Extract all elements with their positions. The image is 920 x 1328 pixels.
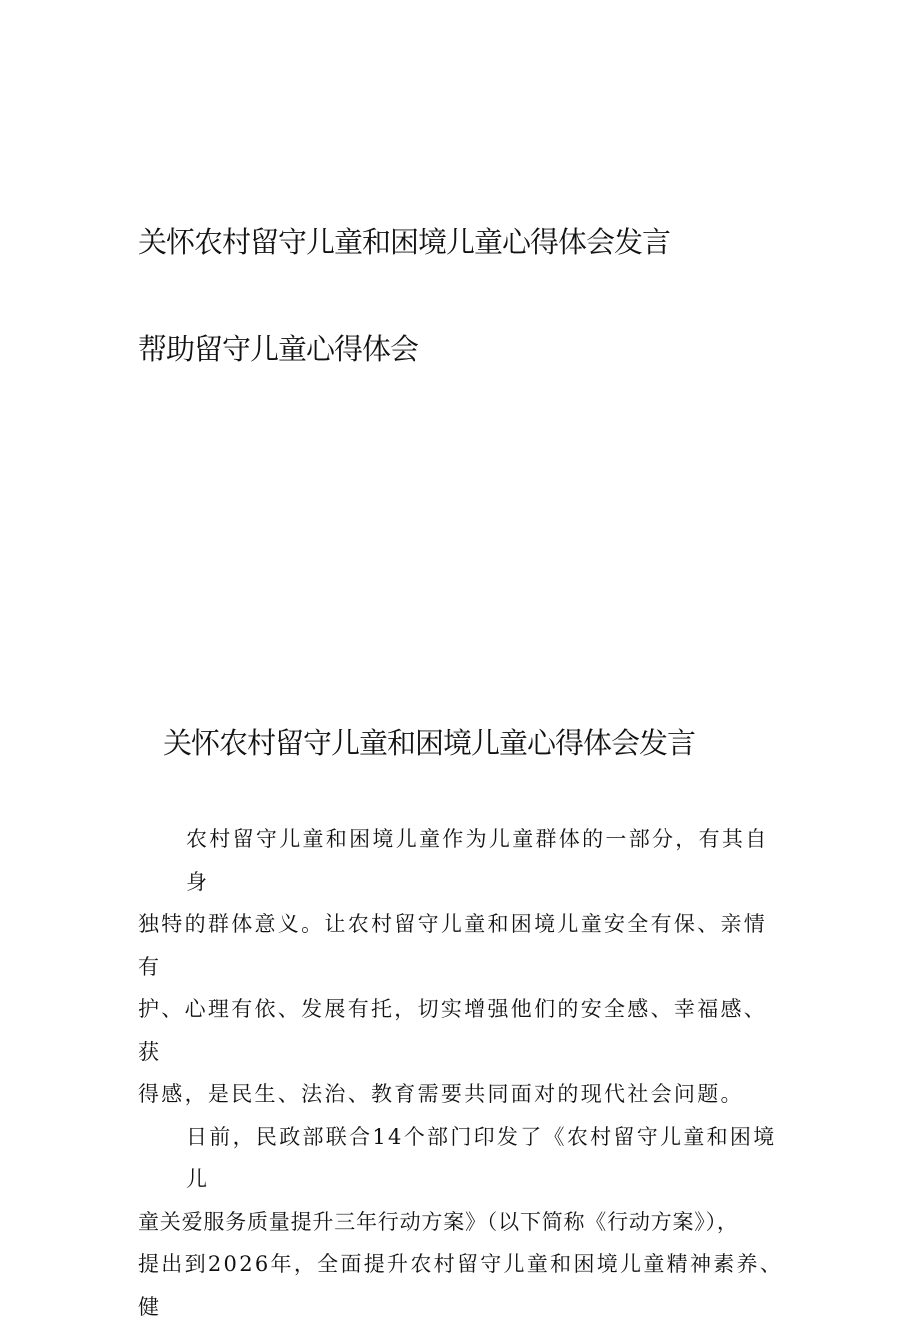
paragraph-line: 童关爱服务质量提升三年行动方案》（以下简称《行动方案》），: [138, 1201, 790, 1244]
paragraph-line: 提出到2026年，全面提升农村留守儿童和困境儿童精神素养、健: [138, 1243, 790, 1328]
paragraph-1: [138, 818, 790, 1116]
paragraph-line: 护、心理有依、发展有托，切实增强他们的安全感、幸福感、获: [138, 988, 790, 1073]
paragraph-line: 日前，民政部联合14个部门印发了《农村留守儿童和困境儿: [138, 1116, 790, 1201]
paragraph-2: [138, 1116, 790, 1328]
cover-subtitle: 帮助留守儿童心得体会: [138, 329, 418, 369]
article-title: 关怀农村留守儿童和困境儿童心得体会发言: [163, 723, 695, 763]
cover-title: 关怀农村留守儿童和困境儿童心得体会发言: [138, 222, 670, 262]
paragraph-line: 独特的群体意义。让农村留守儿童和困境儿童安全有保、亲情有: [138, 903, 790, 988]
paragraph-line: 农村留守儿童和困境儿童作为儿童群体的一部分，有其自身: [138, 818, 790, 903]
paragraph-line: 得感，是民生、法治、教育需要共同面对的现代社会问题。: [138, 1073, 790, 1116]
article-body: [138, 818, 790, 1328]
